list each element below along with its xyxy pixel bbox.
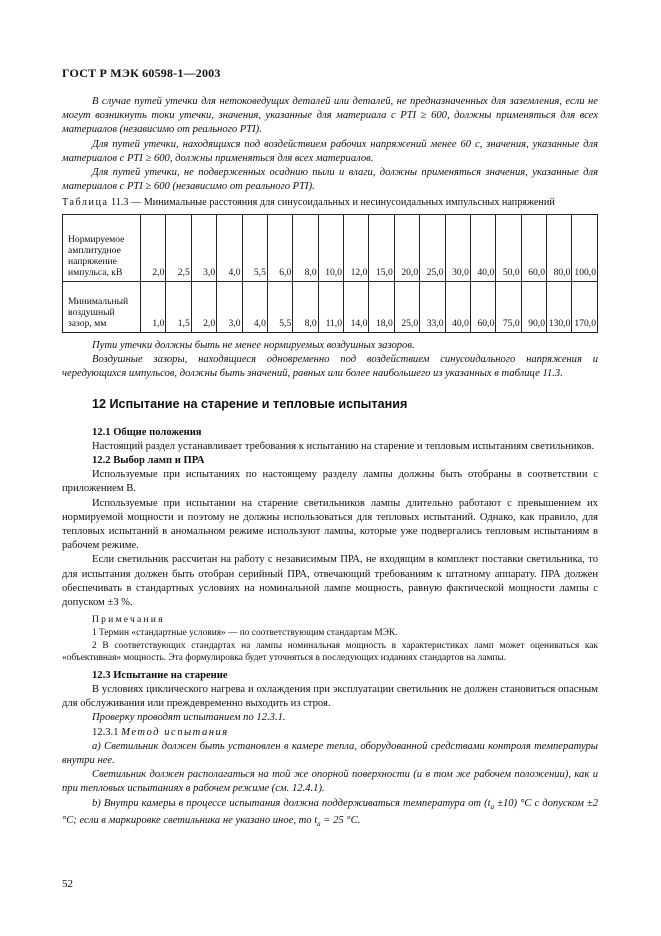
subscript: a — [490, 802, 495, 811]
table-cell: 3,0 — [217, 281, 242, 332]
table-cell: 80,0 — [547, 214, 572, 281]
table-cell: 15,0 — [369, 214, 394, 281]
paragraph: Воздушные зазоры, находящиеся одновременно под воздействием синусоидального напряжения и чередующихся импульсов, должны быть значений, равных или более наибольшего из указанных в таблице 11.3. — [62, 354, 598, 380]
table-cell: 12,0 — [344, 214, 369, 281]
note: 1 Термин «стандартные условия» — по соответствующим стандартам МЭК. — [92, 628, 398, 639]
table-cell: 60,0 — [470, 281, 495, 332]
table-cell: 25,0 — [394, 281, 419, 332]
clearance-table — [62, 214, 598, 333]
table-cell: 2,0 — [141, 214, 166, 281]
clause-title: Метод испытания — [121, 726, 229, 738]
table-cell: 30,0 — [445, 214, 470, 281]
table-cell: 1,0 — [141, 281, 166, 332]
table-cell: 6,0 — [267, 214, 292, 281]
paragraph: а) Светильник должен быть установлен в камере тепла, оборудованной средствами контроля температуры внутри нее. — [62, 740, 598, 766]
table-cell: 130,0 — [547, 281, 572, 332]
running-header: ГОСТ Р МЭК 60598-1—2003 — [62, 66, 221, 80]
table-cell: 8,0 — [293, 214, 318, 281]
paragraph: Настоящий раздел устанавливает требования к испытанию на старение и тепловым испытаниям светильников. — [92, 440, 595, 452]
paragraph — [62, 797, 598, 832]
table-cell: 40,0 — [445, 281, 470, 332]
notes-heading: Примечания — [92, 614, 165, 626]
table-cell: 18,0 — [369, 281, 394, 332]
paragraph: Используемые при испытаниях по настоящему разделу лампы должны быть отобраны в соответствии с приложением В. — [62, 469, 598, 495]
section-heading: 12 Испытание на старение и тепловые испытания — [92, 397, 408, 412]
clause-number: 12.3.1 — [92, 726, 119, 738]
subsection-heading: 12.1 Общие положения — [92, 426, 202, 438]
table-cell: 10,0 — [318, 214, 343, 281]
subsection-heading: 12.2 Выбор ламп и ПРА — [92, 455, 205, 467]
note: 2 В соответствующих стандартах на лампы номинальная мощность в характеристиках ламп может оцениваться как «объективная» мощность. Эта формулировка будет уточняться в последующих изданиях стандартов на лампы. — [62, 640, 598, 664]
table-cell: 33,0 — [420, 281, 445, 332]
table-cell: 50,0 — [496, 214, 521, 281]
paragraph: Светильник должен располагаться на той же опорной поверхности (и в том же рабочем положении), как и при тепловых испытаниях в рабочем режиме (см. 12.4.1). — [62, 769, 598, 795]
paragraph: Для путей утечки, находящихся под воздействием рабочих напряжений менее 60 с, значения, указанные для материалов с PTI ≥ 600, должны применяться для всех материалов. — [62, 138, 598, 164]
paragraph: В случае путей утечки для нетоковедущих деталей или деталей, не предназначенных для заземления, если не могут возникнуть токи утечки, значения, указанные для материала с PTI ≥ 600, должны применяться для всех материалов (независимо от реального PTI). — [62, 96, 598, 136]
paragraph: Пути утечки должны быть не менее нормируемых воздушных зазоров. — [92, 339, 415, 351]
paragraph: В условиях циклического нагрева и охлаждения при эксплуатации светильник не должен становиться опасным для обслуживания или преждевременно выходить из строя. — [62, 683, 598, 710]
table-cell: 2,0 — [191, 281, 216, 332]
table-cell: 1,5 — [166, 281, 191, 332]
table-cell: 5,5 — [242, 214, 267, 281]
table-cell: 2,5 — [166, 214, 191, 281]
table-caption — [62, 196, 598, 209]
paragraph: Если светильник рассчитан на работу с независимым ПРА, не входящим в комплект поставки светильника, то для испытания должен быть отобран серийный ПРА, отвечающий требованиям к штатному аппарату. ПРА должен обеспечивать в стандартных условиях на номинальной лампе мощность, равную фактической мощности лампы с допуском ±3 %. — [62, 554, 598, 609]
page-number: 52 — [62, 878, 73, 890]
method-heading — [62, 726, 598, 740]
row-label-clearance: Минимальный воздушный зазор, мм — [63, 281, 141, 332]
table-cell: 100,0 — [572, 214, 598, 281]
table-cell: 4,0 — [242, 281, 267, 332]
paragraph: Используемые при испытании на старение светильников лампы длительно работают с превышением их нормируемой мощности и поэтому не должны использоваться для тепловых испытаний. Однако, как правило, для тепловых испытаний в аномальном режиме используют лампы, которые уже подвергались тепловым испытаниям в рабочем режиме. — [62, 497, 598, 552]
page-content — [62, 95, 598, 831]
table-cell: 11,0 — [318, 281, 343, 332]
table-cell: 8,0 — [293, 281, 318, 332]
paragraph: Проверку проводят испытанием по 12.3.1. — [92, 712, 286, 724]
subsection-heading: 12.3 Испытание на старение — [92, 669, 228, 681]
table-cell: 170,0 — [572, 281, 598, 332]
table-cell: 20,0 — [394, 214, 419, 281]
text-run: = 25 °С. — [320, 814, 361, 826]
table-cell: 4,0 — [217, 214, 242, 281]
table-cell: 90,0 — [521, 281, 546, 332]
text-run: ±10) °С с допуском ±2 °С; если в маркировке светильника не указано иное, то t — [62, 797, 599, 826]
table-caption-prefix: Таблица — [62, 197, 109, 209]
table-cell: 3,0 — [191, 214, 216, 281]
table-row-voltage — [63, 214, 598, 281]
paragraph: Для путей утечки, не подверженных осаднию пыли и влаги, должны применяться значения, указанные для материалов с PTI ≥ 600 (независимо от реального PTI). — [62, 167, 598, 193]
text-run: b) Внутри камеры в процессе испытания должна поддерживаться температура от (t — [92, 797, 491, 809]
table-cell: 14,0 — [344, 281, 369, 332]
row-label-voltage: Нормируемое амплитудное напряжение импульса, кВ — [63, 214, 141, 281]
table-cell: 5,5 — [267, 281, 292, 332]
table-row-clearance — [63, 281, 598, 332]
table-cell: 75,0 — [496, 281, 521, 332]
table-cell: 40,0 — [470, 214, 495, 281]
table-caption-text: 11.3 — Минимальные расстояния для синусоидальных и несинусоидальных импульсных напряжений — [110, 197, 555, 209]
table-cell: 60,0 — [521, 214, 546, 281]
subscript: a — [317, 819, 321, 828]
table-cell: 25,0 — [420, 214, 445, 281]
